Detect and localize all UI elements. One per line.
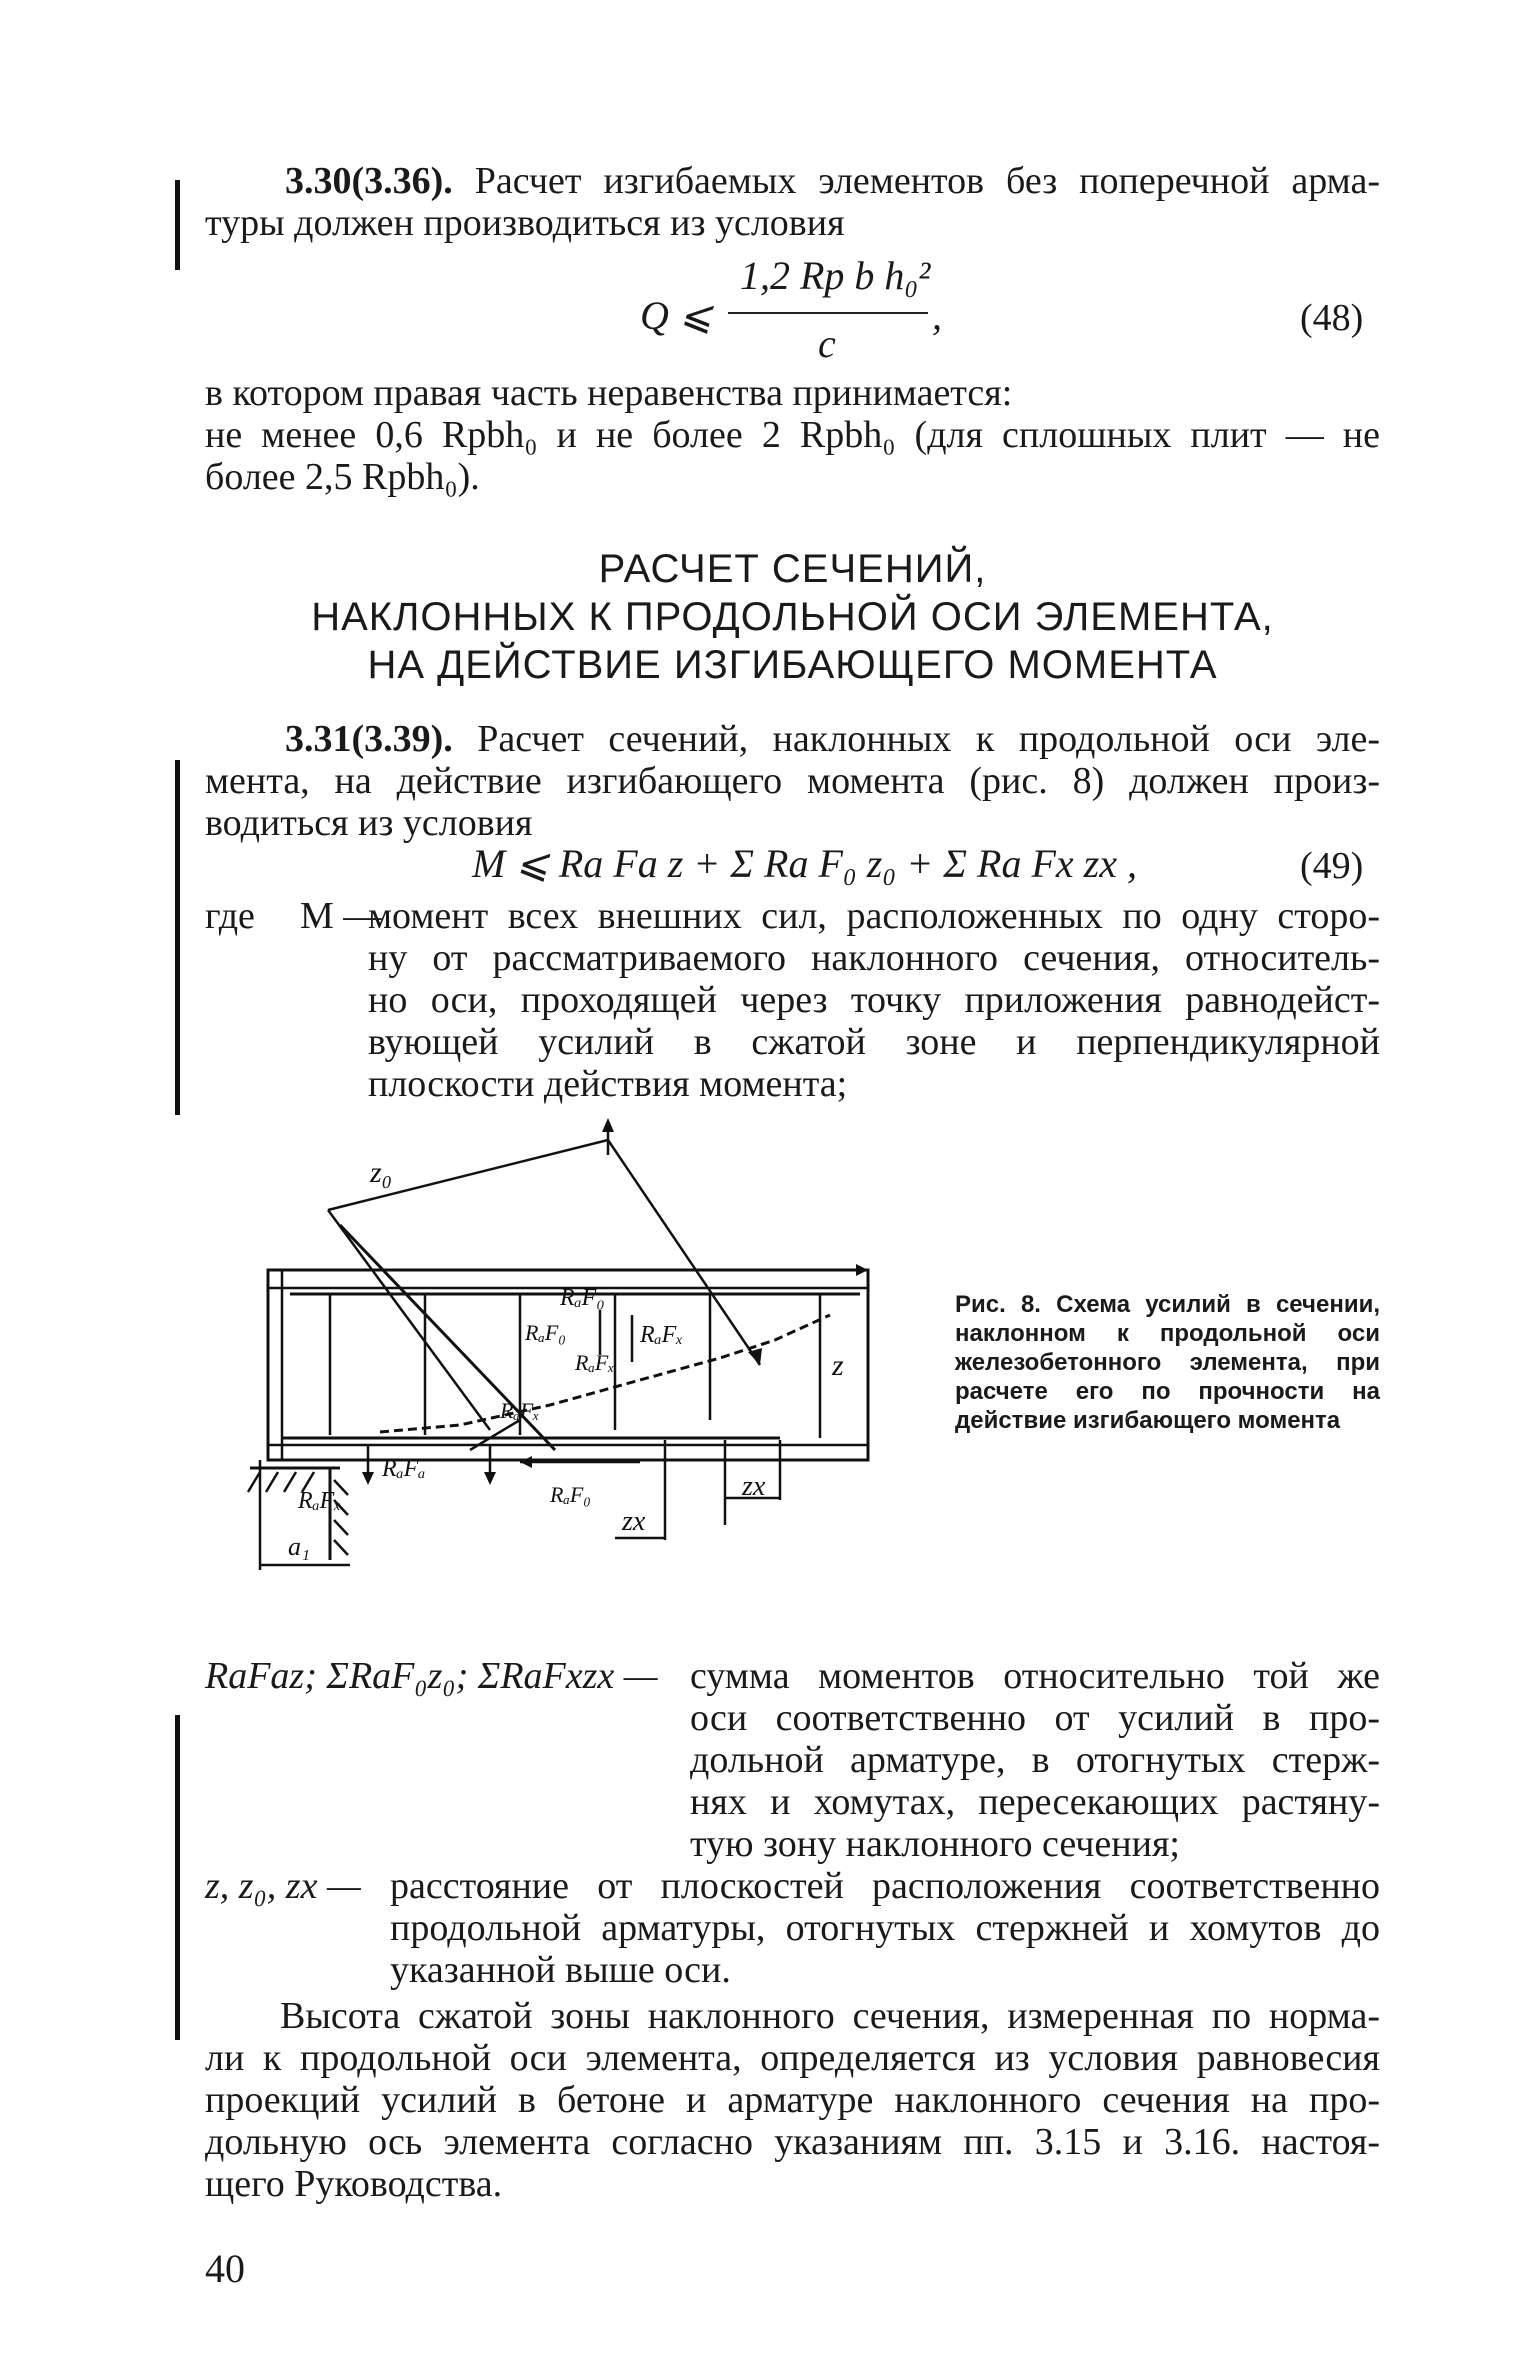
formula-48-numerator: 1,2 Rр b h₀² [740,253,931,298]
definition-term-2: z, z₀, zх — [205,1865,361,1907]
formula-48-denominator: c [818,321,836,366]
m-def-line: вующей усилий в сжатой зоне и перпендикулярной [368,1021,1380,1063]
def1-line: оси соответственно от усилий в про- [690,1697,1380,1739]
page-number: 40 [205,2246,245,2291]
def1-line: дольной арматуре, в отогнутых стерж- [690,1739,1380,1781]
label-z: z [832,1349,844,1382]
section-331-line3: водиться из условия [205,802,533,844]
def2-line: расстояние от плоскостей расположения соответственно [390,1865,1380,1907]
section-331-text1: Расчет сечений, наклонных к продольной оси эле- [477,718,1380,760]
section-331-line2: мента, на действие изгибающего момента (рис. 8) должен произ- [205,760,1380,802]
def2-line: указанной выше оси. [390,1949,731,1991]
label-raf0-top: RₐF₀ [560,1285,605,1311]
m-definition [368,895,1380,1105]
formula-48-fraction-bar [728,312,928,314]
m-def-line: но оси, проходящей через точку приложения равнодейст- [368,979,1380,1021]
m-term: M — [300,895,382,937]
label-rafx-bottom-left: RₐFₓ [298,1488,342,1514]
section-330-text1: Расчет изгибаемых элементов без поперечной арма- [474,160,1380,202]
m-def-line: ну от рассматриваемого наклонного сечения, относитель- [368,937,1380,979]
formula-48-number: (48) [1300,297,1364,339]
label-zx-left: zx [622,1506,646,1537]
def2-line: продольной арматуры, отогнутых стержней и хомутов до [390,1907,1380,1949]
label-zx-right: zx [742,1471,766,1502]
heading-line2: НАКЛОННЫХ К ПРОДОЛЬНОЙ ОСИ ЭЛЕМЕНТА, [311,595,1274,639]
label-rafx-mid: RₐFₓ [575,1350,615,1375]
formula-49: M ⩽ Rа Fа z + Σ Rа F₀ z₀ + Σ Rа Fх zх , [472,841,1137,886]
def1-line: сумма моментов относительно той же [690,1655,1380,1697]
label-z0: z₀ [370,1156,393,1189]
section-330-after2: не менее 0,6 Rрbh₀ и не более 2 Rрbh₀ (для сплошных плит — не [205,414,1380,456]
section-331-line1 [285,718,1380,760]
closing-line: проекций усилий в бетоне и арматуре наклонного сечения на про- [205,2079,1380,2121]
z0-arm-1 [328,1210,490,1430]
section-330-after1: в котором правая часть неравенства принимается: [205,372,1013,414]
section-heading [205,545,1380,689]
label-raf0-bottom: RₐF₀ [550,1482,591,1507]
formula-48-comma: , [932,293,942,338]
closing-line: ли к продольной оси элемента, определяется из условия равновесия [205,2037,1380,2079]
where-label: где [205,895,255,937]
section-330-line1 [285,160,1380,202]
definition-body-2 [390,1865,1380,1991]
m-def-line: момент всех внешних сил, расположенных по одну сторо- [368,895,1380,937]
figure-8-diagram [220,1100,900,1620]
section-330-number: 3.30(3.36). [285,160,453,202]
margin-bar-bottom [175,1715,180,2040]
heading-line1: РАСЧЕТ СЕЧЕНИЙ, [598,547,987,591]
label-raf0-mid: RₐF₀ [525,1320,566,1345]
closing-paragraph [205,1995,1380,2205]
closing-line: Высота сжатой зоны наклонного сечения, измеренная по норма- [280,1995,1380,2037]
def1-line: тую зону наклонного сечения; [690,1823,1180,1865]
section-330-line2: туры должен производиться из условия [205,202,845,244]
section-331-number: 3.31(3.39). [285,718,453,760]
closing-line: дольную ось элемента согласно указаниям пп. 3.15 и 3.16. настоя- [205,2121,1380,2163]
formula-48-lhs: Q ⩽ [640,293,713,338]
figure-8-caption: Рис. 8. Схема усилий в сечении, наклонном к продольной оси железобетонного элемента, при расчете его по прочности на действие изгибающего момента [955,1291,1380,1434]
label-a1: a₁ [288,1532,311,1561]
label-rafa: RₐFₐ [382,1456,426,1482]
definition-term-1: RаFаz; ΣRаF₀z₀; ΣRаFхzх — [205,1655,658,1697]
m-def-line: плоскости действия момента; [368,1063,848,1105]
section-330-after3: более 2,5 Rрbh₀). [205,456,480,498]
label-rafx-right: RₐFₓ [640,1322,684,1348]
def1-line: нях и хомутах, пересекающих растяну- [690,1781,1380,1823]
heading-line3: НА ДЕЙСТВИЕ ИЗГИБАЮЩЕГО МОМЕНТА [367,643,1218,687]
closing-line: щего Руководства. [205,2163,503,2205]
margin-bar-middle [175,760,180,1115]
margin-bar-top [175,180,180,270]
formula-49-number: (49) [1300,845,1364,887]
label-rafx-low: RₐFₓ [500,1398,540,1423]
definition-body-1 [690,1655,1380,1865]
